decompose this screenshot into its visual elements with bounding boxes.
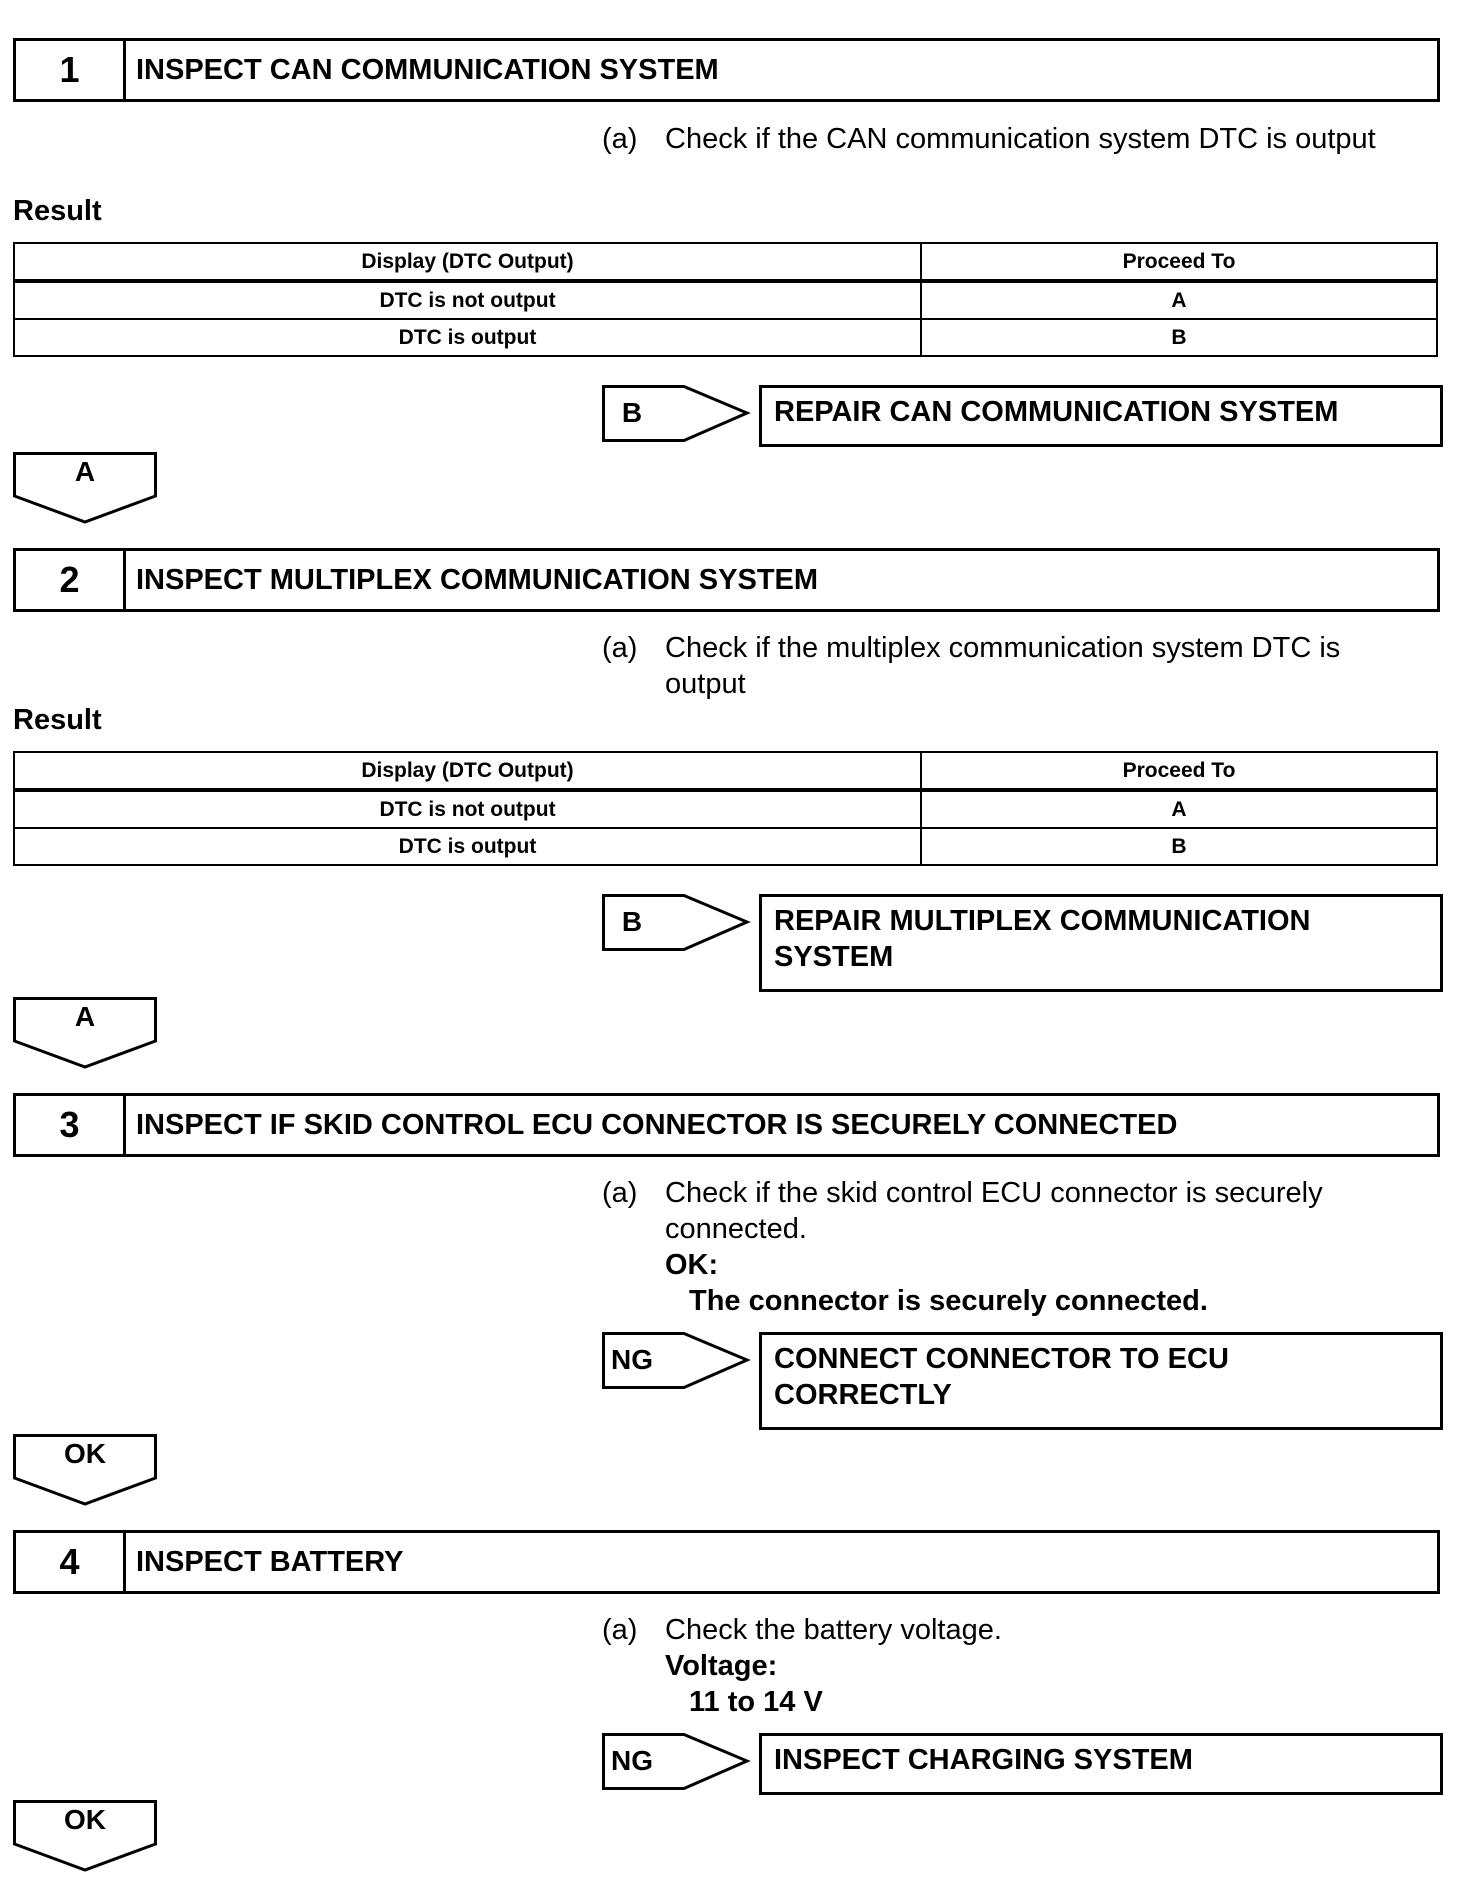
- table-cell: B: [921, 828, 1437, 865]
- branch-action-box: [759, 1733, 1443, 1795]
- branch-action-text: INSPECT CHARGING SYSTEM: [774, 1744, 1193, 1776]
- table-header: Display (DTC Output): [14, 752, 921, 790]
- step-title: INSPECT CAN COMMUNICATION SYSTEM: [136, 53, 719, 86]
- branch-action-box: [759, 1332, 1443, 1430]
- table-row: [14, 319, 1437, 356]
- table-cell: B: [921, 319, 1437, 356]
- instruction-text: Check if the skid control ECU connector is securely: [665, 1177, 1323, 1209]
- branch-action-text: CONNECT CONNECTOR TO ECU: [774, 1343, 1229, 1375]
- instruction-label: (a): [602, 1177, 638, 1209]
- table-cell: DTC is output: [14, 319, 921, 356]
- step-title: INSPECT IF SKID CONTROL ECU CONNECTOR IS SECURELY CONNECTED: [136, 1108, 1178, 1141]
- table-cell: DTC is not output: [14, 281, 921, 319]
- step-3-instruction: [602, 1175, 1442, 1319]
- table-row: [14, 790, 1437, 828]
- instruction-label: (a): [602, 632, 638, 664]
- instruction-text: Check if the CAN communication system DTC is output: [665, 123, 1376, 155]
- branch-label: NG: [611, 1745, 653, 1776]
- spec-label: OK:: [665, 1249, 719, 1281]
- spec-label: Voltage:: [665, 1650, 778, 1682]
- instruction-text: Check the battery voltage.: [665, 1614, 1002, 1646]
- step-2-header: [13, 548, 1440, 612]
- branch-label: NG: [611, 1344, 653, 1375]
- step-4-instruction: [602, 1612, 1442, 1720]
- table-header-row: [14, 752, 1437, 790]
- table-cell: A: [921, 790, 1437, 828]
- instruction-text-cont: output: [665, 668, 746, 700]
- result-table: [13, 751, 1438, 866]
- branch-action-box: [759, 385, 1443, 447]
- table-row: [14, 281, 1437, 319]
- table-cell: DTC is output: [14, 828, 921, 865]
- table-cell: DTC is not output: [14, 790, 921, 828]
- table-header: Proceed To: [921, 752, 1437, 790]
- result-heading: Result: [13, 195, 102, 227]
- step-2-next-arrow: [13, 997, 157, 1069]
- step-number: 3: [16, 1096, 126, 1154]
- step-title: INSPECT MULTIPLEX COMMUNICATION SYSTEM: [136, 563, 819, 596]
- step-4-next-arrow: [13, 1800, 157, 1872]
- next-label: OK: [64, 1438, 106, 1469]
- step-1-instruction: [602, 121, 1442, 157]
- step-1-header: [13, 38, 1440, 102]
- branch-label: B: [621, 906, 643, 937]
- step-2-instruction: [602, 630, 1442, 702]
- step-number: 4: [16, 1533, 126, 1591]
- branch-action-text: REPAIR MULTIPLEX COMMUNICATION: [774, 905, 1311, 937]
- table-row: [14, 828, 1437, 865]
- table-header: Display (DTC Output): [14, 243, 921, 281]
- spec-value: The connector is securely connected.: [689, 1285, 1208, 1317]
- step-3-next-arrow: [13, 1434, 157, 1506]
- instruction-label: (a): [602, 123, 638, 155]
- spec-value: 11 to 14 V: [689, 1686, 823, 1718]
- step-number: 1: [16, 41, 126, 99]
- branch-action-text: REPAIR CAN COMMUNICATION SYSTEM: [774, 396, 1339, 428]
- table-header: Proceed To: [921, 243, 1437, 281]
- step-number: 2: [16, 551, 126, 609]
- result-table: [13, 242, 1438, 357]
- table-header-row: [14, 243, 1437, 281]
- branch-action-text-cont: SYSTEM: [774, 941, 894, 973]
- step-4-header: [13, 1530, 1440, 1594]
- instruction-text: Check if the multiplex communication system DTC is: [665, 632, 1341, 664]
- instruction-text-cont: connected.: [665, 1213, 807, 1245]
- step-title: INSPECT BATTERY: [136, 1545, 404, 1578]
- step-3-header: [13, 1093, 1440, 1157]
- next-label: A: [74, 1001, 96, 1032]
- branch-label: B: [621, 397, 643, 428]
- branch-action-text-cont: CORRECTLY: [774, 1379, 952, 1411]
- next-label: A: [74, 456, 96, 487]
- table-cell: A: [921, 281, 1437, 319]
- branch-action-box: [759, 894, 1443, 992]
- result-heading: Result: [13, 704, 102, 736]
- step-1-next-arrow: [13, 452, 157, 524]
- instruction-label: (a): [602, 1614, 638, 1646]
- next-label: OK: [64, 1804, 106, 1835]
